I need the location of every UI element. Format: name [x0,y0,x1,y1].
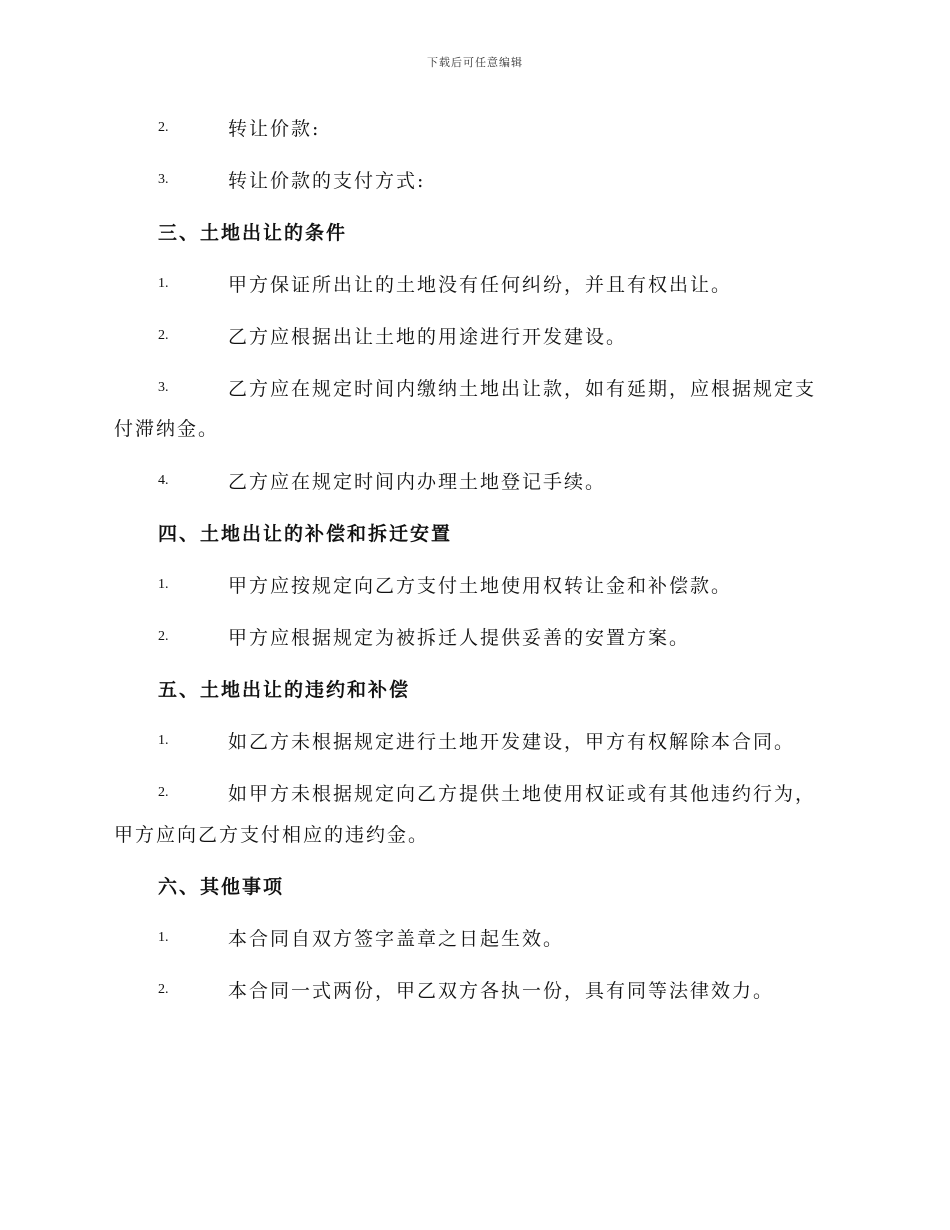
item-number: 1. [158,733,169,748]
item-text: 本合同一式两份，甲乙双方各执一份，具有同等法律效力。 [228,980,775,1002]
section-title: 四、土地出让的补偿和拆迁安置 [158,523,453,545]
item-text: 转让价款的支付方式: [228,170,426,192]
list-item [0,727,950,757]
item-number: 1. [158,930,169,945]
item-number: 2. [158,785,169,800]
item-number: 3. [158,172,169,187]
item-number: 2. [158,328,169,343]
item-text: 甲方保证所出让的土地没有任何纠纷，并且有权出让。 [228,274,733,296]
section-heading [0,218,950,248]
list-item [0,571,950,601]
list-item-continuation [0,414,950,444]
list-item [0,166,950,196]
item-number: 4. [158,473,169,488]
section-heading [0,675,950,705]
page-header: 下载后可任意编辑 [427,56,523,69]
item-text-continued: 付滞纳金。 [114,418,220,440]
list-item [0,623,950,653]
list-item-continuation [0,820,950,850]
list-item [0,924,950,954]
item-number: 3. [158,380,169,395]
item-text: 甲方应按规定向乙方支付土地使用权转让金和补偿款。 [228,575,733,597]
item-text: 本合同自双方签字盖章之日起生效。 [228,928,565,950]
item-text: 乙方应在规定时间内办理土地登记手续。 [228,471,607,493]
item-number: 1. [158,276,169,291]
list-item [0,114,950,144]
item-text: 甲方应根据规定为被拆迁人提供妥善的安置方案。 [228,627,691,649]
section-title: 三、土地出让的条件 [158,222,348,244]
list-item [0,322,950,352]
list-item [0,270,950,300]
item-text-continued: 甲方应向乙方支付相应的违约金。 [114,824,430,846]
item-number: 2. [158,629,169,644]
section-heading [0,872,950,902]
item-text: 如乙方未根据规定进行土地开发建设，甲方有权解除本合同。 [228,731,796,753]
list-item [0,467,950,497]
item-number: 1. [158,577,169,592]
item-text: 如甲方未根据规定向乙方提供土地使用权证或有其他违约行为， [228,783,817,805]
item-text: 转让价款: [228,118,321,140]
section-title: 五、土地出让的违约和补偿 [158,679,411,701]
section-title: 六、其他事项 [158,876,285,898]
list-item [0,374,950,404]
item-number: 2. [158,120,169,135]
list-item [0,779,950,809]
section-heading [0,519,950,549]
list-item [0,976,950,1006]
item-text: 乙方应在规定时间内缴纳土地出让款，如有延期，应根据规定支 [228,378,817,400]
item-text: 乙方应根据出让土地的用途进行开发建设。 [228,326,628,348]
item-number: 2. [158,982,169,997]
